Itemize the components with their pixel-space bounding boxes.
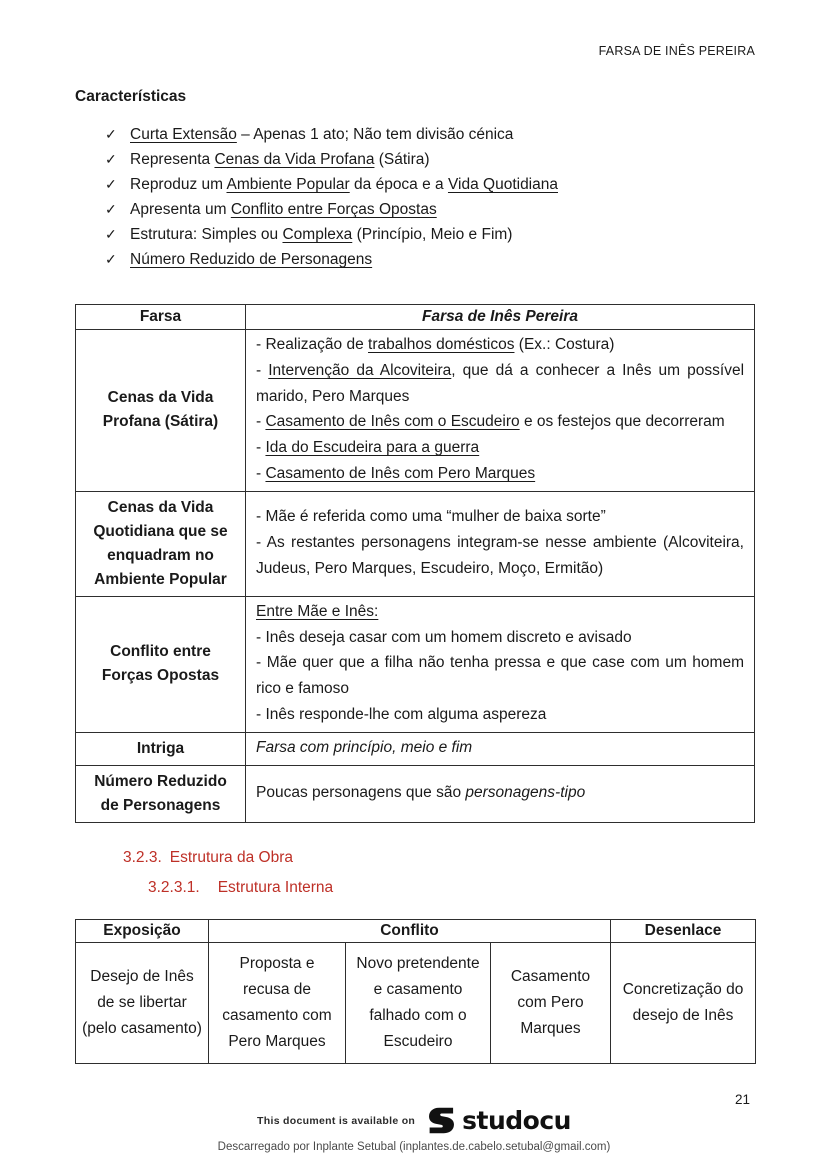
text-segment: Entre Mãe e Inês:	[256, 602, 379, 620]
text-segment: Apresenta um	[130, 201, 231, 218]
row-label-cell: Intriga	[76, 732, 246, 765]
list-item	[75, 122, 755, 147]
table-row	[76, 732, 755, 765]
list-item-text	[130, 197, 437, 222]
text-segment: e os festejos que decorreram	[519, 413, 725, 431]
value-line	[256, 530, 744, 582]
available-on-text: This document is available on	[257, 1114, 416, 1127]
text-segment: Número Reduzido de Personagens	[130, 251, 373, 268]
text-segment: Conflito entre Forças Opostas	[230, 201, 437, 218]
table-row	[76, 596, 755, 732]
text-segment: - Mãe é referida como uma “mulher de baixa sorte”	[256, 508, 606, 526]
list-item	[75, 172, 755, 197]
exposicao-header-cell: Exposição	[76, 919, 209, 942]
value-line	[256, 599, 744, 625]
text-segment: (Sátira)	[374, 151, 430, 168]
value-line	[256, 625, 744, 651]
text-segment: Cenas da Vida Profana	[214, 151, 375, 168]
page-title: Características	[75, 88, 187, 105]
list-item	[75, 247, 755, 272]
farsa-title-header-cell: Farsa de Inês Pereira	[246, 305, 755, 330]
text-segment: Vida Quotidiana	[447, 176, 558, 193]
table-row	[76, 491, 755, 596]
value-line	[256, 409, 744, 435]
text-segment: Reproduz um	[130, 176, 227, 193]
text-segment: - Mãe quer que a filha não tenha pressa e que case com um homem rico e famoso	[256, 654, 744, 698]
text-segment: -	[256, 361, 269, 379]
conflito-cell-3: Casamento com Pero Marques	[491, 942, 611, 1063]
row-value-cell	[246, 732, 755, 765]
section-headings	[75, 849, 755, 897]
text-segment: , que dá a conhecer a Inês um possível marido, Pero Marques	[256, 361, 745, 405]
text-segment: Poucas personagens que são	[256, 783, 466, 801]
value-line	[256, 780, 744, 806]
desenlace-cell: Concretização do desejo de Inês	[611, 942, 756, 1063]
text-segment: Farsa com princípio, meio e fim	[256, 738, 473, 756]
text-segment: Representa	[130, 151, 215, 168]
farsa-table	[75, 304, 755, 823]
list-item-text	[130, 222, 512, 247]
text-segment: (Princípio, Meio e Fim)	[352, 226, 513, 243]
value-line	[256, 702, 744, 728]
value-line	[256, 735, 744, 761]
list-item	[75, 197, 755, 222]
text-segment: da época e a	[349, 176, 448, 193]
studocu-link[interactable]	[427, 1106, 571, 1135]
studocu-wordmark: studocu	[462, 1106, 571, 1135]
section-number: 3.2.3.	[123, 848, 162, 866]
checkmark-icon: ✓	[105, 126, 117, 142]
row-value-cell	[246, 491, 755, 596]
text-segment: - Inês deseja casar com um homem discreto e avisado	[256, 628, 632, 646]
text-segment: trabalhos domésticos	[368, 336, 515, 353]
text-segment: Intervenção da Alcoviteira	[268, 361, 452, 379]
text-segment: -	[256, 413, 266, 431]
exposicao-cell: Desejo de Inês de se libertar (pelo casamento)	[76, 942, 209, 1063]
section-label: Estrutura da Obra	[169, 848, 293, 866]
farsa-table-header-row	[76, 305, 755, 330]
row-label-cell: Conflito entre Forças Opostas	[76, 596, 246, 732]
text-segment: - As restantes personagens integram-se nesse ambiente (Alcoviteira, Judeus, Pero Marques, Escudeiro, Moço, Ermitão)	[256, 533, 744, 577]
structure-table-body-row	[76, 942, 756, 1063]
section-heading-estrutura-da-obra	[123, 849, 755, 867]
text-segment: - Inês responde-lhe com alguma aspereza	[256, 705, 547, 723]
row-label-cell: Número Reduzido de Personagens	[76, 765, 246, 822]
conflito-header-cell: Conflito	[209, 919, 611, 942]
text-segment: Ida do Escudeira para a guerra	[265, 439, 480, 457]
text-segment: Casamento de Inês com o Escudeiro	[265, 413, 520, 431]
value-line	[256, 332, 744, 358]
checkmark-icon: ✓	[105, 201, 117, 217]
value-line	[256, 435, 744, 461]
list-item-text	[130, 122, 513, 147]
row-label-cell: Cenas da Vida Profana (Sátira)	[76, 330, 246, 492]
text-segment: -	[256, 464, 266, 482]
list-item-text	[130, 147, 430, 172]
text-segment: (Ex.: Costura)	[514, 336, 615, 353]
table-row	[76, 765, 755, 822]
text-segment: Ambiente Popular	[226, 176, 350, 193]
checkmark-icon: ✓	[105, 151, 117, 167]
footer-branding	[0, 1106, 828, 1135]
table-row	[76, 330, 755, 492]
section-label: Estrutura Interna	[217, 878, 334, 896]
text-segment: Estrutura: Simples ou	[130, 226, 283, 243]
list-item-text	[130, 247, 372, 272]
text-segment: Curta Extensão	[130, 126, 237, 143]
farsa-table-body	[76, 330, 755, 823]
conflito-cell-2: Novo pretendente e casamento falhado com o Escudeiro	[346, 942, 491, 1063]
value-line	[256, 358, 744, 410]
value-line	[256, 461, 744, 487]
download-note: Descarregado por Inplante Setubal (inplantes.de.cabelo.setubal@gmail.com)	[217, 1141, 611, 1153]
desenlace-header-cell: Desenlace	[611, 919, 756, 942]
text-segment: personagens-tipo	[465, 783, 586, 801]
text-segment: - Realização de	[256, 336, 369, 353]
row-value-cell	[246, 765, 755, 822]
document-header: FARSA DE INÊS PEREIRA	[598, 44, 755, 58]
row-value-cell	[246, 596, 755, 732]
checkmark-icon: ✓	[105, 176, 117, 192]
farsa-header-cell: Farsa	[76, 305, 246, 330]
checkmark-icon: ✓	[105, 251, 117, 267]
section-number: 3.2.3.1.	[148, 878, 200, 896]
list-item-text	[130, 172, 558, 197]
text-segment: Complexa	[282, 226, 353, 243]
characteristics-list	[75, 122, 755, 272]
list-item	[75, 222, 755, 247]
structure-table-header-row	[76, 919, 756, 942]
text-segment: Casamento de Inês com Pero Marques	[265, 464, 536, 482]
section-heading-estrutura-interna	[148, 879, 755, 897]
row-value-cell	[246, 330, 755, 492]
structure-table	[75, 919, 756, 1064]
studocu-logo-icon	[427, 1106, 456, 1135]
page-number: 21	[734, 1092, 750, 1107]
value-line	[256, 504, 744, 530]
text-segment: -	[256, 439, 266, 457]
text-segment: – Apenas 1 ato; Não tem divisão cénica	[236, 126, 514, 143]
row-label-cell: Cenas da Vida Quotidiana que se enquadram no Ambiente Popular	[76, 491, 246, 596]
conflito-cell-1: Proposta e recusa de casamento com Pero Marques	[209, 942, 346, 1063]
value-line	[256, 650, 744, 702]
checkmark-icon: ✓	[105, 226, 117, 242]
list-item	[75, 147, 755, 172]
